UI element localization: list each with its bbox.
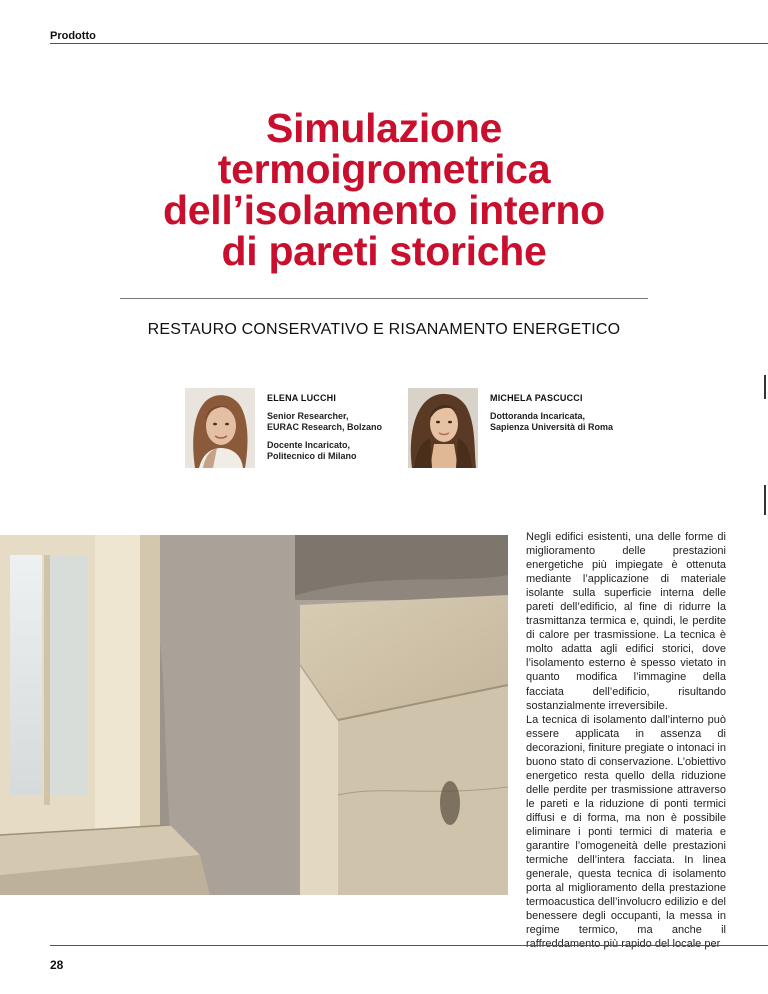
title-line: termoigrometrica <box>217 146 551 192</box>
article-body <box>526 530 726 951</box>
page-number: 28 <box>50 958 64 972</box>
title-rule <box>120 298 648 299</box>
footer-rule <box>50 945 768 946</box>
author-role <box>490 411 690 433</box>
author-role-line: Sapienza Università di Roma <box>490 422 614 432</box>
author-role-line: Politecnico di Milano <box>267 451 357 461</box>
insulation-photo <box>0 535 508 895</box>
edge-mark <box>764 375 766 399</box>
author-role-line: Senior Researcher, <box>267 411 349 421</box>
title-line: di pareti storiche <box>221 228 547 274</box>
author-role-line: EURAC Research, Bolzano <box>267 422 383 432</box>
section-label: Prodotto <box>50 30 96 42</box>
body-paragraph: La tecnica di isolamento dall’interno può essere applicata in assenza di decorazioni, finiture pregiate o intonaci in buono stato di conservazione. L’obiettivo energetico resta quello della riduzione delle perdite per trasmissione attraverso le pareti e la riduzione di ponti termici diffusi e di forma, ma non è possibile eliminare i ponti termici di materia e garantire l’omogeneità delle prestazioni termiche dell’intera facciata. In linea generale, questa tecnica di isolamento porta al miglioramento della prestazione termoacustica dell’involucro edilizio e del benessere degli occupanti, la messa in regime termico, ma anche il raffreddamento più rapido del locale per <box>526 713 726 951</box>
author-photo-pascucci <box>408 388 478 468</box>
article-subtitle: RESTAURO CONSERVATIVO E RISANAMENTO ENERGETICO <box>147 321 621 338</box>
author-name: MICHELA PASCUCCI <box>490 393 583 403</box>
author-name: ELENA LUCCHI <box>267 393 337 403</box>
header-rule <box>50 43 768 44</box>
edge-mark <box>764 485 766 515</box>
author-role-line: Docente Incaricato, <box>267 440 351 450</box>
title-line: dell’isolamento interno <box>163 187 605 233</box>
title-line: Simulazione <box>266 105 502 151</box>
author-info-pascucci <box>490 393 690 440</box>
body-paragraph: Negli edifici esistenti, una delle forme di miglioramento delle prestazioni energetiche più impiegate è ottenuta mediante l’applicazione di materiale isolante sulla superficie interna delle pareti dell’edificio, al fine di ridurre la trasmittanza termica e, quindi, le perdite di calore per trasmissione. La tecnica è molto adatta agli edifici storici, dove l’isolamento esterno è spesso vietato in quanto modifica l’immagine della facciata dell’edificio, risultando sostanzialmente irreversibile. <box>526 531 726 712</box>
article-title <box>80 105 688 274</box>
author-role-line: Dottoranda Incaricata, <box>490 411 586 421</box>
author-photo-lucchi <box>185 388 255 468</box>
